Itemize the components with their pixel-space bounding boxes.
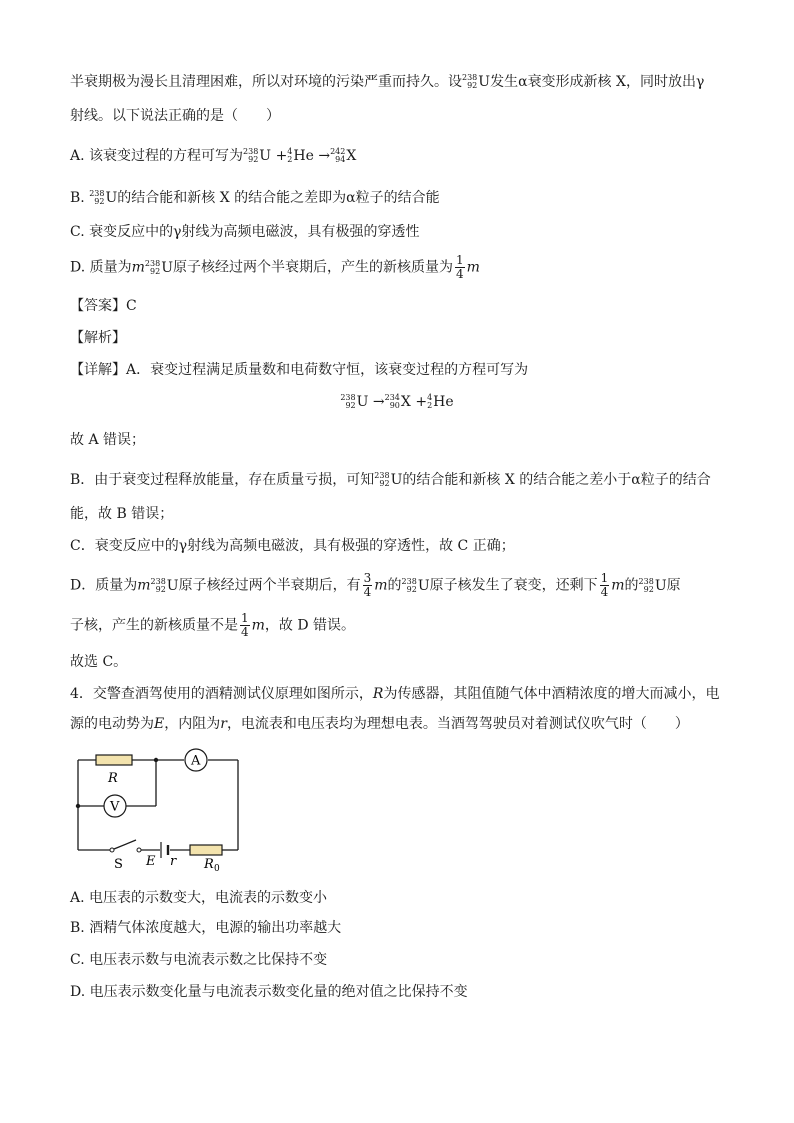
detail-b-line-2: 能，故 B 错误；	[70, 506, 174, 522]
sensor-resistor	[96, 755, 132, 765]
label-internal-r: r	[170, 854, 177, 869]
q4-option-a: A. 电压表的示数变大，电流表的示数变小	[70, 890, 328, 906]
question-stem-line-1: 半衰期极为漫长且清理困难，所以对环境的污染严重而持久。设 238 92 U发生α衰变形成新核 X，同时放出γ	[70, 73, 705, 90]
label-r0: R	[204, 857, 214, 872]
final-choice: 故选 C。	[70, 654, 128, 670]
label-voltmeter: V	[110, 799, 120, 815]
answer: 【答案】C	[70, 298, 137, 314]
q4-stem-line-2: 源的电动势为E，内阻为r，电流表和电压表均为理想电表。当酒驾驾驶员对着测试仪吹气时（ ）	[70, 716, 689, 732]
option-a: A. 该衰变过程的方程可写为 238 92 U + 4 2 He → 242 94 X	[70, 147, 357, 164]
stem-text: 半衰期极为漫长且清理困难，所以对环境的污染严重而持久。设	[70, 74, 462, 90]
label-r-sensor: R	[108, 771, 118, 786]
label-emf: E	[146, 854, 156, 869]
decay-equation: 238 92 U → 234 90 X + 4 2 He	[340, 393, 454, 410]
option-d: D. 质量为m 238 92 U原子核经过两个半衰期后，产生的新核质量为 $\frac{1}{4}$ m	[70, 253, 480, 281]
label-r0-subscript: 0	[214, 864, 220, 872]
nuclide-u238: 238 92 U	[462, 73, 491, 90]
circuit-diagram	[70, 748, 250, 872]
detail-a-conclusion: 故 A 错误；	[70, 432, 146, 448]
q4-option-b: B. 酒精气体浓度越大，电源的输出功率越大	[70, 920, 342, 936]
switch-contact	[110, 848, 114, 852]
q4-option-d: D. 电压表示数变化量与电流表示数变化量的绝对值之比保持不变	[70, 984, 468, 1000]
analysis-heading: 【解析】	[70, 330, 126, 346]
q4-option-c: C. 电压表示数与电流表示数之比保持不变	[70, 952, 328, 968]
detail-d-line-2: 子核，产生的新核质量不是 $\frac{1}{4}$ m，故 D 错误。	[70, 611, 356, 639]
question-stem-line-2: 射线。以下说法正确的是（ ）	[70, 108, 280, 124]
detail-a: 【详解】A．衰变过程满足质量数和电荷数守恒，该衰变过程的方程可写为	[70, 362, 529, 378]
q4-stem-line-1: 4．交警查酒驾使用的酒精测试仪原理如图所示，R为传感器，其阻值随气体中酒精浓度的增大而减小，电	[70, 686, 720, 702]
alpha-symbol: α	[518, 74, 528, 90]
detail-d-line-1: D．质量为m 238 92 U原子核经过两个半衰期后，有 $\frac{3}{4}$ m的 238 92 U原子核发生了衰变，还剩下 $\frac{1}{4}$ m的 238 92 U原	[70, 571, 681, 599]
fixed-resistor	[190, 845, 222, 855]
label-switch: S	[114, 857, 123, 872]
option-b: B. 238 92 U的结合能和新核 X 的结合能之差即为α粒子的结合能	[70, 189, 440, 206]
label-ammeter: A	[191, 753, 201, 769]
gamma-symbol: γ	[695, 74, 705, 90]
detail-b-line-1: B．由于衰变过程释放能量，存在质量亏损，可知 238 92 U的结合能和新核 X 的结合能之差小于α粒子的结合	[70, 471, 711, 488]
option-c: C. 衰变反应中的γ射线为高频电磁波，具有极强的穿透性	[70, 224, 420, 240]
detail-c: C．衰变反应中的γ射线为高频电磁波，具有极强的穿透性，故 C 正确；	[70, 538, 515, 554]
